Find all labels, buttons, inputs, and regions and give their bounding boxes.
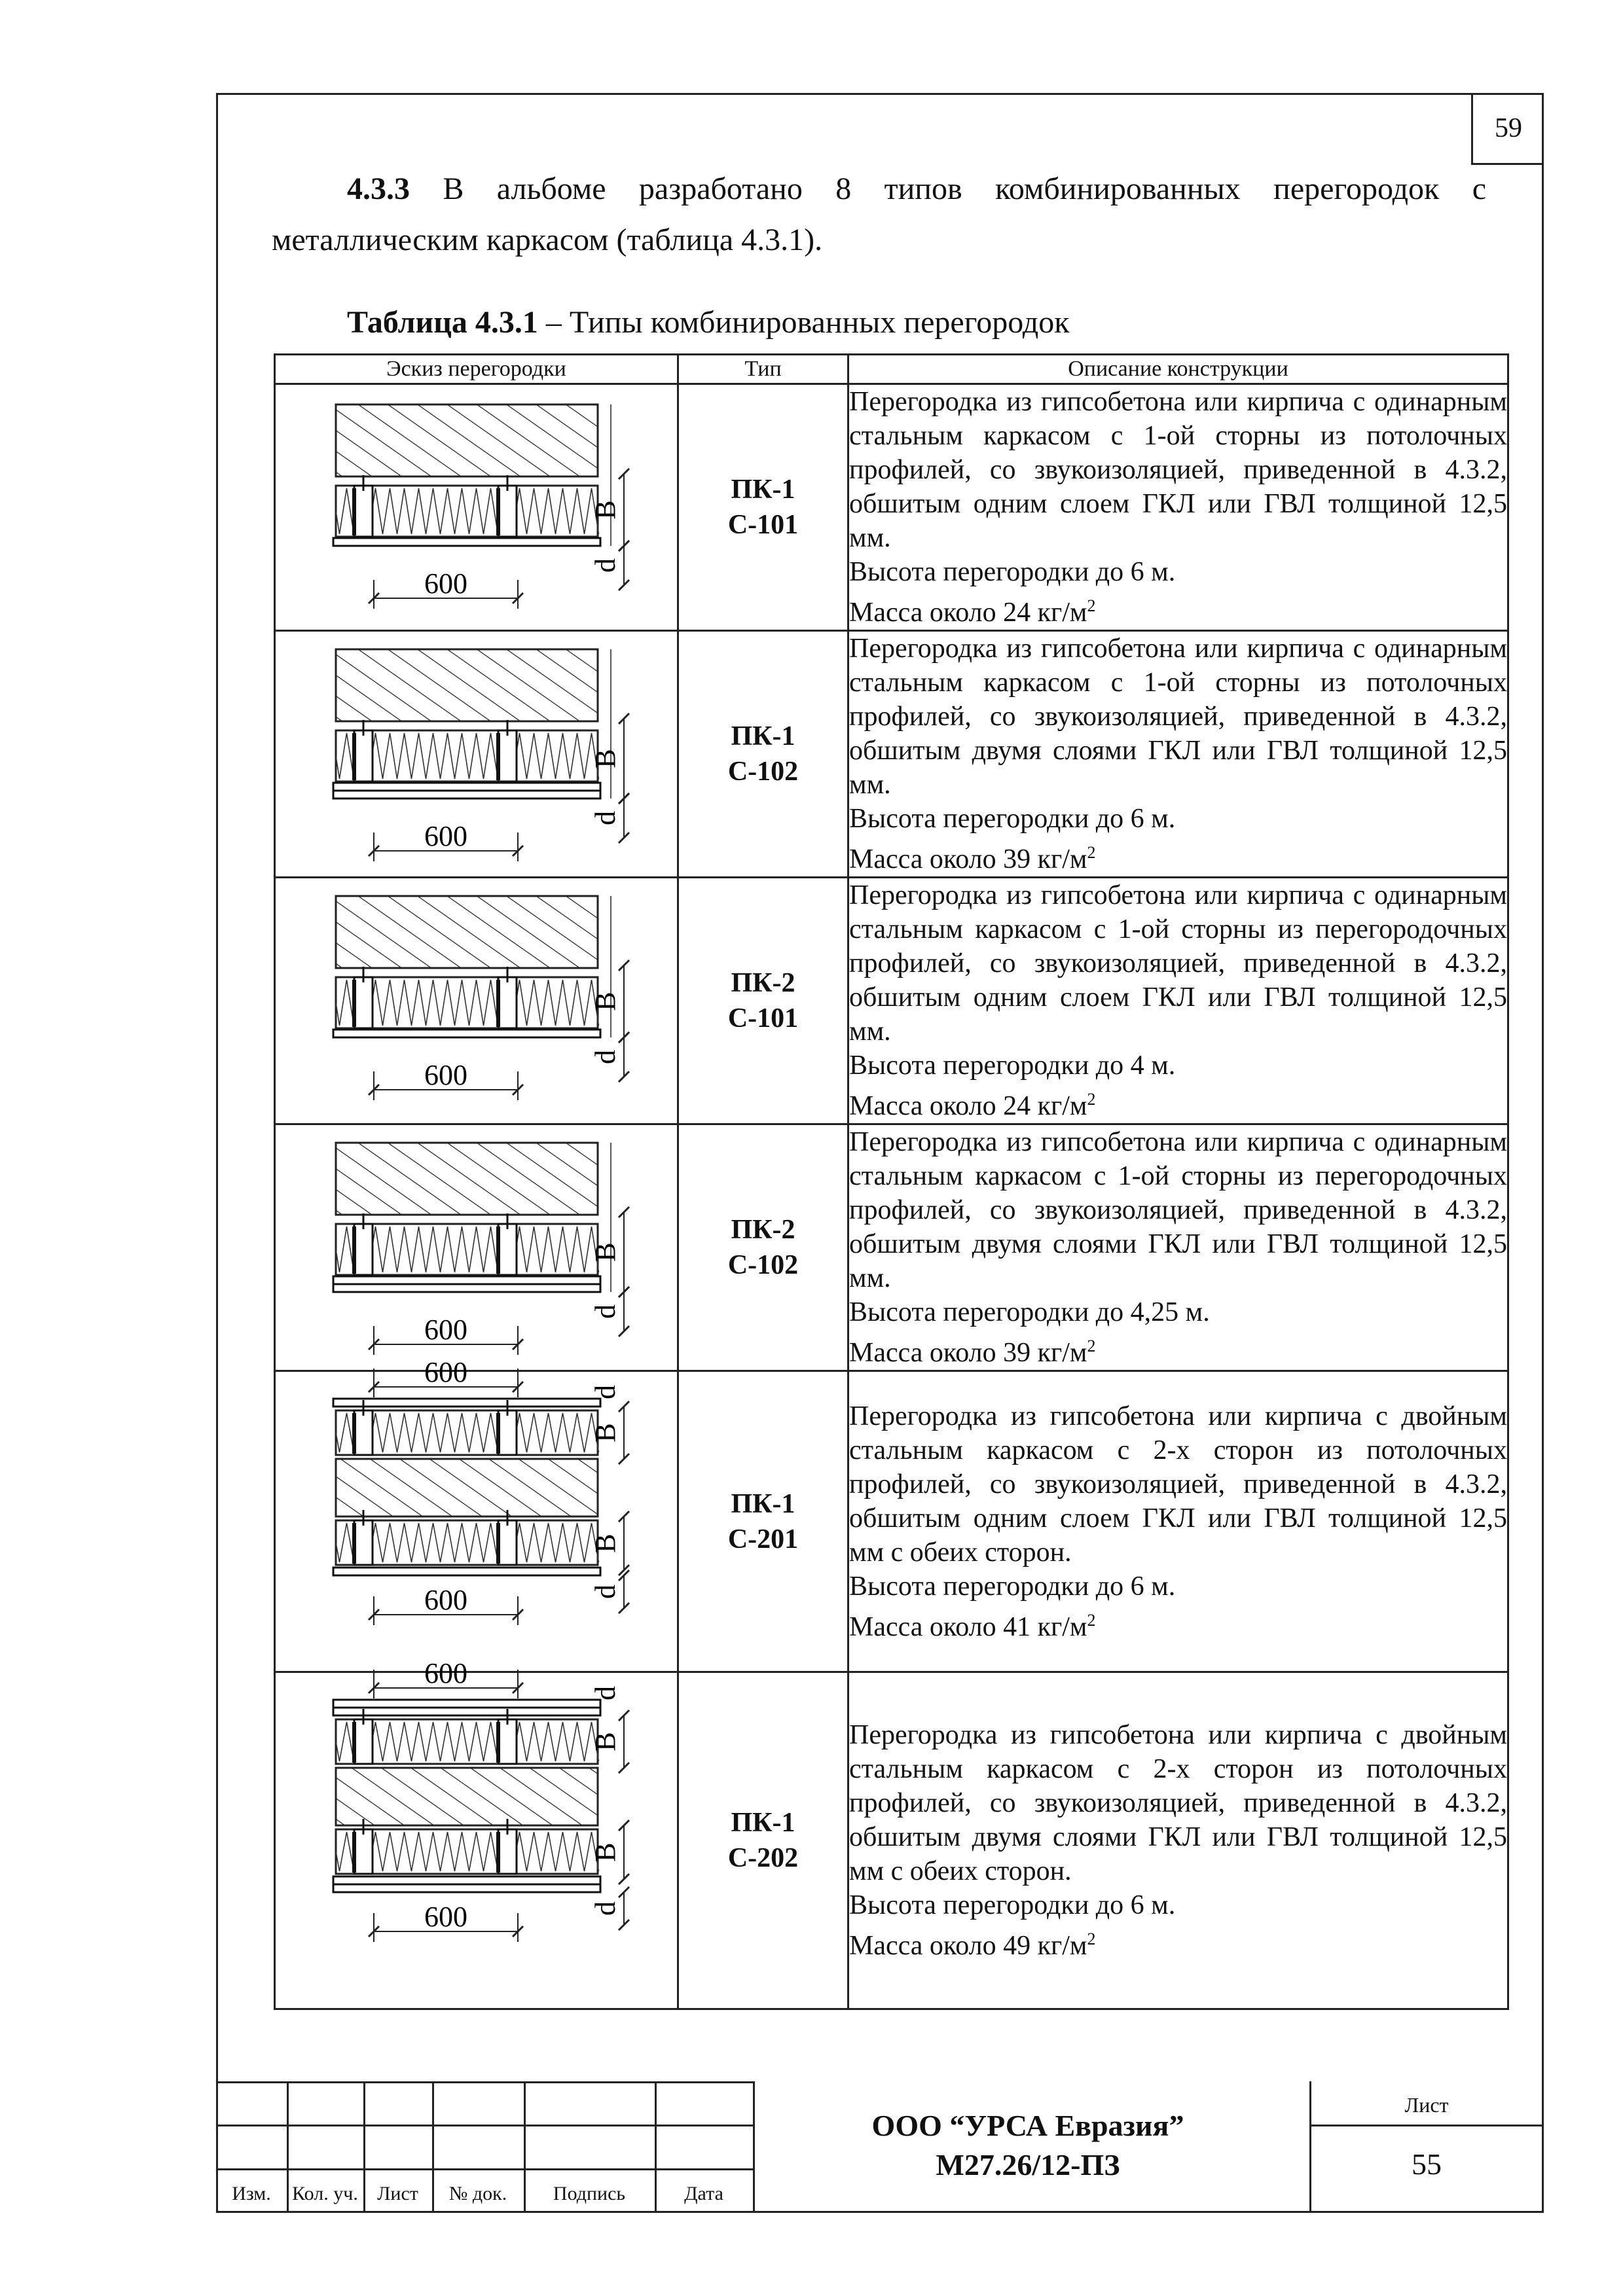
- mass-exponent: 2: [1087, 1610, 1096, 1630]
- page-number: 59: [1471, 93, 1544, 165]
- dimension-b: B: [589, 1242, 621, 1262]
- partition-types-table: [274, 353, 1509, 2010]
- type-code: ПК-1: [731, 1488, 795, 1519]
- gypsum-board: [333, 1876, 600, 1892]
- partition-description: [848, 1672, 1508, 2009]
- stamp-label-doc: № док.: [448, 2183, 507, 2204]
- partition-section-drawing: [276, 880, 679, 1121]
- dimension-600-top: 600: [424, 1355, 467, 1388]
- mass-exponent: 2: [1087, 843, 1096, 862]
- dimension-b-bottom: B: [589, 1842, 621, 1862]
- description-text: Перегородка из гипсобетона или кирпича с одинарным стальным каркасом с 1-ой сторны из перегородочных профилей, со звукоизоляцией, приведенной в 4.3.2, обшитым одним слоем ГКЛ или ГВЛ толщиной 12,5 мм.: [849, 880, 1507, 1047]
- partition-section-drawing: [276, 1657, 679, 2008]
- partition-type: [678, 878, 848, 1124]
- gypsum-board: [333, 1399, 600, 1407]
- height-text: Высота перегородки до 6 м.: [849, 1571, 1176, 1602]
- type-variant: С-101: [727, 1003, 799, 1033]
- partition-description: [848, 384, 1508, 631]
- dimension-d: d: [589, 1050, 621, 1064]
- partition-sketch: [275, 878, 678, 1124]
- intro-text: В альбоме разработано 8 типов комбинированных перегородок с металлическим каркасом (таблица 4.3.1).: [272, 171, 1487, 257]
- partition-type: [678, 1124, 848, 1371]
- dimension-600: 600: [424, 820, 467, 852]
- mass-exponent: 2: [1087, 1336, 1096, 1355]
- stamp-label-izm: Изм.: [232, 2183, 271, 2204]
- gypsum-board: [333, 538, 600, 546]
- insulation-layer: [336, 720, 599, 781]
- partition-section-drawing: [276, 634, 679, 874]
- height-text: Высота перегородки до 6 м.: [849, 557, 1176, 587]
- stamp-organization: [753, 2106, 1303, 2185]
- stamp-label-kol: Кол. уч.: [292, 2183, 358, 2204]
- type-code: ПК-1: [731, 1808, 795, 1838]
- type-code: ПК-1: [731, 721, 795, 751]
- dimension-d-top: d: [589, 1384, 621, 1399]
- stamp-label-sign: Подпись: [553, 2183, 626, 2204]
- type-variant: С-202: [727, 1843, 799, 1873]
- mass-line: [849, 1922, 1507, 1963]
- gypsum-board: [333, 1700, 600, 1715]
- dimension-b-top: B: [589, 1422, 621, 1443]
- gypsum-board: [333, 783, 600, 798]
- type-code: ПК-1: [731, 475, 795, 505]
- insulation-layer: [336, 967, 599, 1028]
- mass-line: [849, 836, 1507, 876]
- dimension-600: 600: [424, 567, 467, 600]
- sheet-label: Лист: [1404, 2093, 1449, 2117]
- height-text: Высота перегородки до 4 м.: [849, 1050, 1176, 1081]
- insulation-layer: [336, 475, 599, 537]
- table-row: [275, 1371, 1508, 1672]
- insulation-layer: [336, 1819, 599, 1874]
- dimension-600-bottom: 600: [424, 1583, 467, 1616]
- dimension-b: B: [589, 992, 621, 1011]
- partition-section-drawing: [276, 1355, 679, 1671]
- partition-description: [848, 1371, 1508, 1672]
- type-variant: С-102: [727, 757, 799, 787]
- partition-description: [848, 878, 1508, 1124]
- dimension-d-top: d: [589, 1685, 621, 1700]
- table-row: [275, 631, 1508, 878]
- stamp-label-list: Лист: [377, 2183, 418, 2204]
- gypsum-board: [333, 1030, 600, 1037]
- dimension-b-bottom: B: [589, 1533, 621, 1553]
- height-text: Высота перегородки до 6 м.: [849, 1890, 1176, 1920]
- partition-sketch: [275, 1355, 678, 1672]
- description-text: Перегородка из гипсобетона или кирпича с одинарным стальным каркасом с 1-ой сторны из перегородочных профилей, со звукоизоляцией, приведенной в 4.3.2, обшитым двумя слоями ГКЛ или ГВЛ толщиной 12,5 мм.: [849, 1127, 1507, 1293]
- dimension-600-top: 600: [424, 1657, 467, 1689]
- type-variant: С-201: [727, 1524, 799, 1554]
- insulation-layer: [336, 1510, 599, 1565]
- type-variant: С-102: [727, 1250, 799, 1280]
- partition-sketch: [275, 1657, 678, 2009]
- type-code: ПК-2: [731, 1215, 795, 1245]
- header-description: Описание конструкции: [848, 355, 1508, 384]
- type-variant: С-101: [727, 510, 799, 540]
- height-text: Высота перегородки до 4,25 м.: [849, 1297, 1210, 1327]
- mass-exponent: 2: [1087, 596, 1096, 615]
- partition-sketch: [275, 384, 678, 631]
- partition-type: [678, 1371, 848, 1672]
- gypsum-board: [333, 1568, 600, 1575]
- table-header-row: [275, 355, 1508, 384]
- partition-sketch: [275, 631, 678, 878]
- mass-text: Масса около 49 кг/м: [849, 1931, 1087, 1961]
- mass-exponent: 2: [1087, 1090, 1096, 1109]
- mass-text: Масса около 24 кг/м: [849, 598, 1087, 628]
- dimension-600-bottom: 600: [424, 1900, 467, 1933]
- height-text: Высота перегородки до 6 м.: [849, 804, 1176, 834]
- dimension-d-bottom: d: [589, 1901, 621, 1916]
- description-text: Перегородка из гипсобетона или кирпича с одинарным стальным каркасом с 1-ой сторны из потолочных профилей, со звукоизоляцией, приведенной в 4.3.2, обшитым одним слоем ГКЛ или ГВЛ толщиной 12,5 мм.: [849, 387, 1507, 553]
- dimension-d: d: [589, 811, 621, 825]
- table-row: [275, 1124, 1508, 1371]
- stamp-label-date: Дата: [684, 2183, 723, 2204]
- partition-type: [678, 631, 848, 878]
- sheet-number: 55: [1412, 2147, 1442, 2181]
- mass-line: [849, 1604, 1507, 1644]
- insulation-layer: [336, 1213, 599, 1275]
- insulation-layer: [336, 1709, 599, 1764]
- document-code: М27.26/12-ПЗ: [936, 2148, 1120, 2181]
- dimension-600: 600: [424, 1314, 467, 1346]
- mass-line: [849, 1329, 1507, 1370]
- gypsum-board: [333, 1276, 600, 1292]
- partition-section-drawing: [276, 389, 679, 626]
- intro-number: 4.3.3: [347, 171, 410, 206]
- organization-name: ООО “УРСА Евразия”: [871, 2109, 1184, 2142]
- caption-dash: –: [545, 305, 562, 340]
- mass-exponent: 2: [1087, 1929, 1096, 1948]
- type-code: ПК-2: [731, 968, 795, 998]
- table-caption: [347, 304, 1070, 340]
- dimension-d: d: [589, 1304, 621, 1319]
- mass-text: Масса около 41 кг/м: [849, 1611, 1087, 1642]
- dimension-b-top: B: [589, 1731, 621, 1751]
- caption-number: Таблица 4.3.1: [347, 305, 538, 340]
- partition-sketch: [275, 1124, 678, 1371]
- dimension-d: d: [589, 558, 621, 573]
- mass-text: Масса около 39 кг/м: [849, 844, 1087, 874]
- header-type: Тип: [678, 355, 848, 384]
- partition-description: [848, 631, 1508, 878]
- mass-line: [849, 589, 1507, 630]
- dimension-b: B: [589, 499, 621, 520]
- mass-text: Масса около 39 кг/м: [849, 1338, 1087, 1368]
- mass-text: Масса около 24 кг/м: [849, 1091, 1087, 1121]
- dimension-600: 600: [424, 1059, 467, 1091]
- partition-type: [678, 1672, 848, 2009]
- partition-description: [848, 1124, 1508, 1371]
- dimension-b: B: [589, 749, 621, 768]
- description-text: Перегородка из гипсобетона или кирпича с одинарным стальным каркасом с 1-ой сторны из потолочных профилей, со звукоизоляцией, приведенной в 4.3.2, обшитым двумя слоями ГКЛ или ГВЛ толщиной 12,5 мм.: [849, 634, 1507, 800]
- partition-section-drawing: [276, 1127, 679, 1368]
- partition-type: [678, 384, 848, 631]
- table-row: [275, 1672, 1508, 2009]
- insulation-layer: [336, 1400, 599, 1455]
- mass-line: [849, 1083, 1507, 1123]
- table-row: [275, 878, 1508, 1124]
- table-row: [275, 384, 1508, 631]
- intro-paragraph: [272, 164, 1486, 266]
- description-text: Перегородка из гипсобетона или кирпича с двойным стальным каркасом с 2-х сторон из потолочных профилей, со звукоизоляцией, приведенной в 4.3.2, обшитым двумя слоями ГКЛ или ГВЛ толщиной 12,5 мм с обеих сторон.: [849, 1720, 1507, 1886]
- caption-text: Типы комбинированных перегородок: [569, 305, 1070, 340]
- dimension-d-bottom: d: [589, 1584, 621, 1599]
- header-sketch: Эскиз перегородки: [275, 355, 678, 384]
- description-text: Перегородка из гипсобетона или кирпича с двойным стальным каркасом с 2-х сторон из потолочных профилей, со звукоизоляцией, приведенной в 4.3.2, обшитым одним слоем ГКЛ или ГВЛ толщиной 12,5 мм с обеих сторон.: [849, 1401, 1507, 1568]
